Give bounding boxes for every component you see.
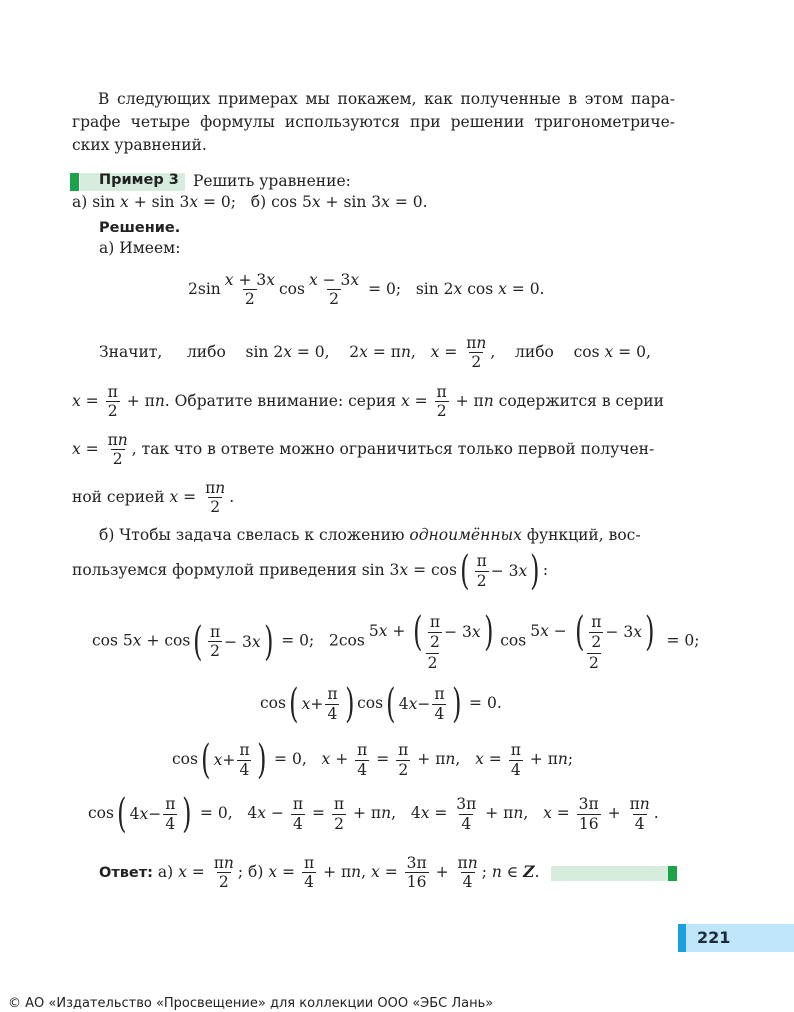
solution-heading: Решение. — [99, 220, 181, 236]
example-item-b-prefix: б) — [250, 193, 272, 211]
b-line-1-italic: одноимённых — [409, 526, 522, 544]
answer-bar — [551, 866, 668, 881]
b-line-2: пользуемся формулой приведения sin 3x = cos ( $\frac{\pi}{2}$ − 3 x ) : — [72, 548, 549, 594]
note-last: ной серией — [72, 487, 165, 506]
libo-word-2: либо — [515, 342, 554, 361]
example-label: Пример 3 — [99, 172, 179, 188]
answer-line: Ответ: а) x = $\frac{\pi n}{2}$ ; б) x = $\frac{\pi}{4}$ + πn, x = $\frac{3\pi}{16}$ + $\frac{\pi n}{4}$ ; n ∈ Z. — [99, 854, 540, 892]
note-line-3: ной серией x = $\frac{\pi n}{2}$ . — [72, 479, 235, 517]
example-accent-bar — [70, 173, 79, 191]
solution-a-intro: а) Имеем: — [99, 239, 181, 257]
intro-line-3: ских уравнений. — [72, 136, 207, 154]
answer-a-prefix: а) — [157, 862, 174, 881]
note-text: . Обратите внимание: серия — [164, 391, 396, 410]
b-line-1-end: функций, вос- — [526, 526, 641, 544]
formula-b-1: cos 5x + cos ( $\frac{\pi}{2}$ − 3 x ) = 0; 2cos 5x + ( $\frac{\pi}{2}$ − 3 x ) 2 cos 5x − ( $\frac{\pi}{2}$ − 3 x ) 2 = 0; — [92, 609, 700, 672]
intro-line-1: В следующих примерах мы покажем, как полученные в этом пара- — [98, 90, 675, 108]
example-item-a-prefix: а) — [72, 193, 93, 211]
example-task: Решить уравнение: — [193, 172, 351, 190]
libo-word-1: либо — [186, 342, 226, 361]
page-number: 221 — [697, 928, 731, 947]
b-line-1 — [99, 526, 641, 544]
answer-label: Ответ: — [99, 864, 153, 881]
formula-sum-to-product-a: 2sin $\frac{x + 3x}{2}$ cos $\frac{x - 3x}{2}$ = 0; sin 2x cos x = 0. — [188, 271, 545, 309]
intro-line-2: графе четыре формулы используются при решении тригонометриче- — [72, 113, 675, 131]
formula-b-3: cos ( x + $\frac{\pi}{4}$ ) = 0, x + $\frac{\pi}{4}$ = $\frac{\pi}{2}$ + πn, x = $\frac{\pi}{4}$ + πn; — [172, 737, 574, 783]
znachit-line: Значит, либо sin 2x = 0, 2x = πn, x = $\frac{\pi n}{2}$ , либо cos x = 0, — [99, 334, 651, 372]
example-items: а) sin x + sin 3x = 0; б) cos 5x + sin 3x = 0. — [72, 193, 428, 211]
note-contains: содержится в серии — [498, 391, 664, 410]
note-so: , так что в ответе можно ограничиться только первой получен- — [131, 439, 655, 458]
note-line-1: x = $\frac{\pi}{2}$ + πn. Обратите внимание: серия x = $\frac{\pi}{2}$ + πn содержится в серии — [72, 383, 664, 421]
formula-b-2: cos ( x + $\frac{\pi}{4}$ ) cos ( 4 x − $\frac{\pi}{4}$ ) = 0. — [260, 681, 502, 727]
note-line-2: x = $\frac{\pi n}{2}$ , так что в ответе можно ограничиться только первой получен- — [72, 431, 655, 469]
answer-bar-accent — [668, 866, 677, 881]
page-number-accent — [678, 924, 686, 952]
answer-b-prefix: ; б) — [237, 862, 264, 881]
znachit-word: Значит, — [99, 342, 163, 361]
b-line-2-text: пользуемся формулой приведения — [72, 561, 357, 579]
b-line-1-start: б) Чтобы задача свелась к сложению — [99, 526, 405, 544]
formula-b-4: cos ( 4 x − $\frac{\pi}{4}$ ) = 0, 4x − $\frac{\pi}{4}$ = $\frac{\pi}{2}$ + πn, 4x = $\frac{3\pi}{4}$ + πn, x = $\frac{3\pi}{16}$ + $\frac{\pi n}{4}$ . — [88, 791, 659, 837]
footer-copyright: © АО «Издательство «Просвещение» для коллекции ООО «ЭБС Лань» — [8, 996, 494, 1011]
